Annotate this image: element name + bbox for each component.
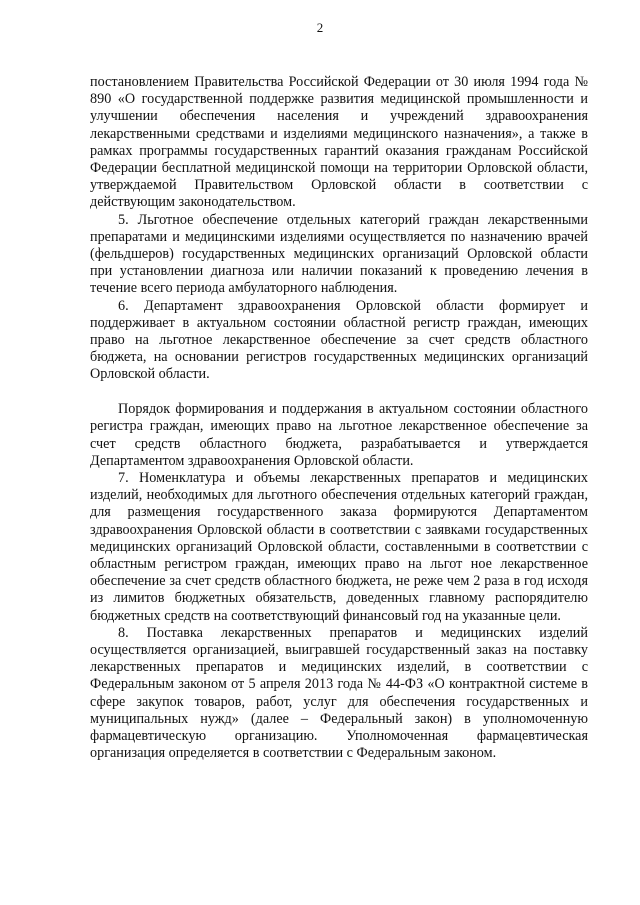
document-body	[90, 74, 588, 762]
page-number: 2	[316, 20, 324, 35]
paragraph-item-5: 5. Льготное обеспечение отдельных категорий граждан лекарственными препаратами и медицинскими изделиями осуществляется по назначению врачей (фельдшеров) государственных медицинских организаций Орловской области при установлении диагноза или наличии показаний к проведению лечения в течение всего периода амбулаторного наблюдения.	[90, 211, 588, 297]
paragraph-register-procedure: Порядок формирования и поддержания в актуальном состоянии областного регистра граждан, имеющих право на льготное лекарственное обеспечение за счет средств областного бюджета, разрабатывается и утверждается Департаментом здравоохранения Орловской области.	[90, 401, 588, 469]
paragraph-item-6: 6. Департамент здравоохранения Орловской области формирует и поддерживает в актуальном состоянии областной регистр граждан, имеющих право на льготное лекарственное обеспечение за счет средств областного бюджета, на основании регистров государственных медицинских организаций Орловской области.	[90, 297, 588, 383]
paragraph-continuation: постановлением Правительства Российской Федерации от 30 июля 1994 года № 890 «О государственной поддержке развития медицинской промышленности и улучшении обеспечения населения и учреждений здравоохранения лекарственными средствами и изделиями медицинского назначения», а также в рамках программы государственных гарантий оказания гражданам Российской Федерации бесплатной медицинской помощи на территории Орловской области, утверждаемой Правительством Орловской области в соответствии с действующим законодательством.	[90, 74, 588, 211]
paragraph-item-7: 7. Номенклатура и объемы лекарственных препаратов и медицинских изделий, необходимых для льготного обеспечения отдельных категорий граждан, для размещения государственного заказа формируются Департаментом здравоохранения Орловской области в соответствии с заявками государственных медицинских организаций Орловской области, составленными в соответствии с областным регистром граждан, имеющих право на льгот ное лекарственное обеспечение за счет средств областного бюджета, не реже чем 2 раза в год исходя из лимитов бюджетных обязательств, доведенных главному распорядителю бюджетных средств на соответствующий финансовый год на указанные цели.	[90, 469, 588, 624]
paragraph-item-8: 8. Поставка лекарственных препаратов и медицинских изделий осуществляется организацией, выигравшей государственный заказ на поставку лекарственных препаратов и медицинских изделий, в соответствии с Федеральным законом от 5 апреля 2013 года № 44-ФЗ «О контрактной системе в сфере закупок товаров, работ, услуг для обеспечения государственных и муниципальных нужд» (далее – Федеральный закон) в уполномоченную фармацевтическую организацию. Уполномоченная фармацевтическая организация определяется в соответствии с Федеральным законом.	[90, 624, 588, 762]
